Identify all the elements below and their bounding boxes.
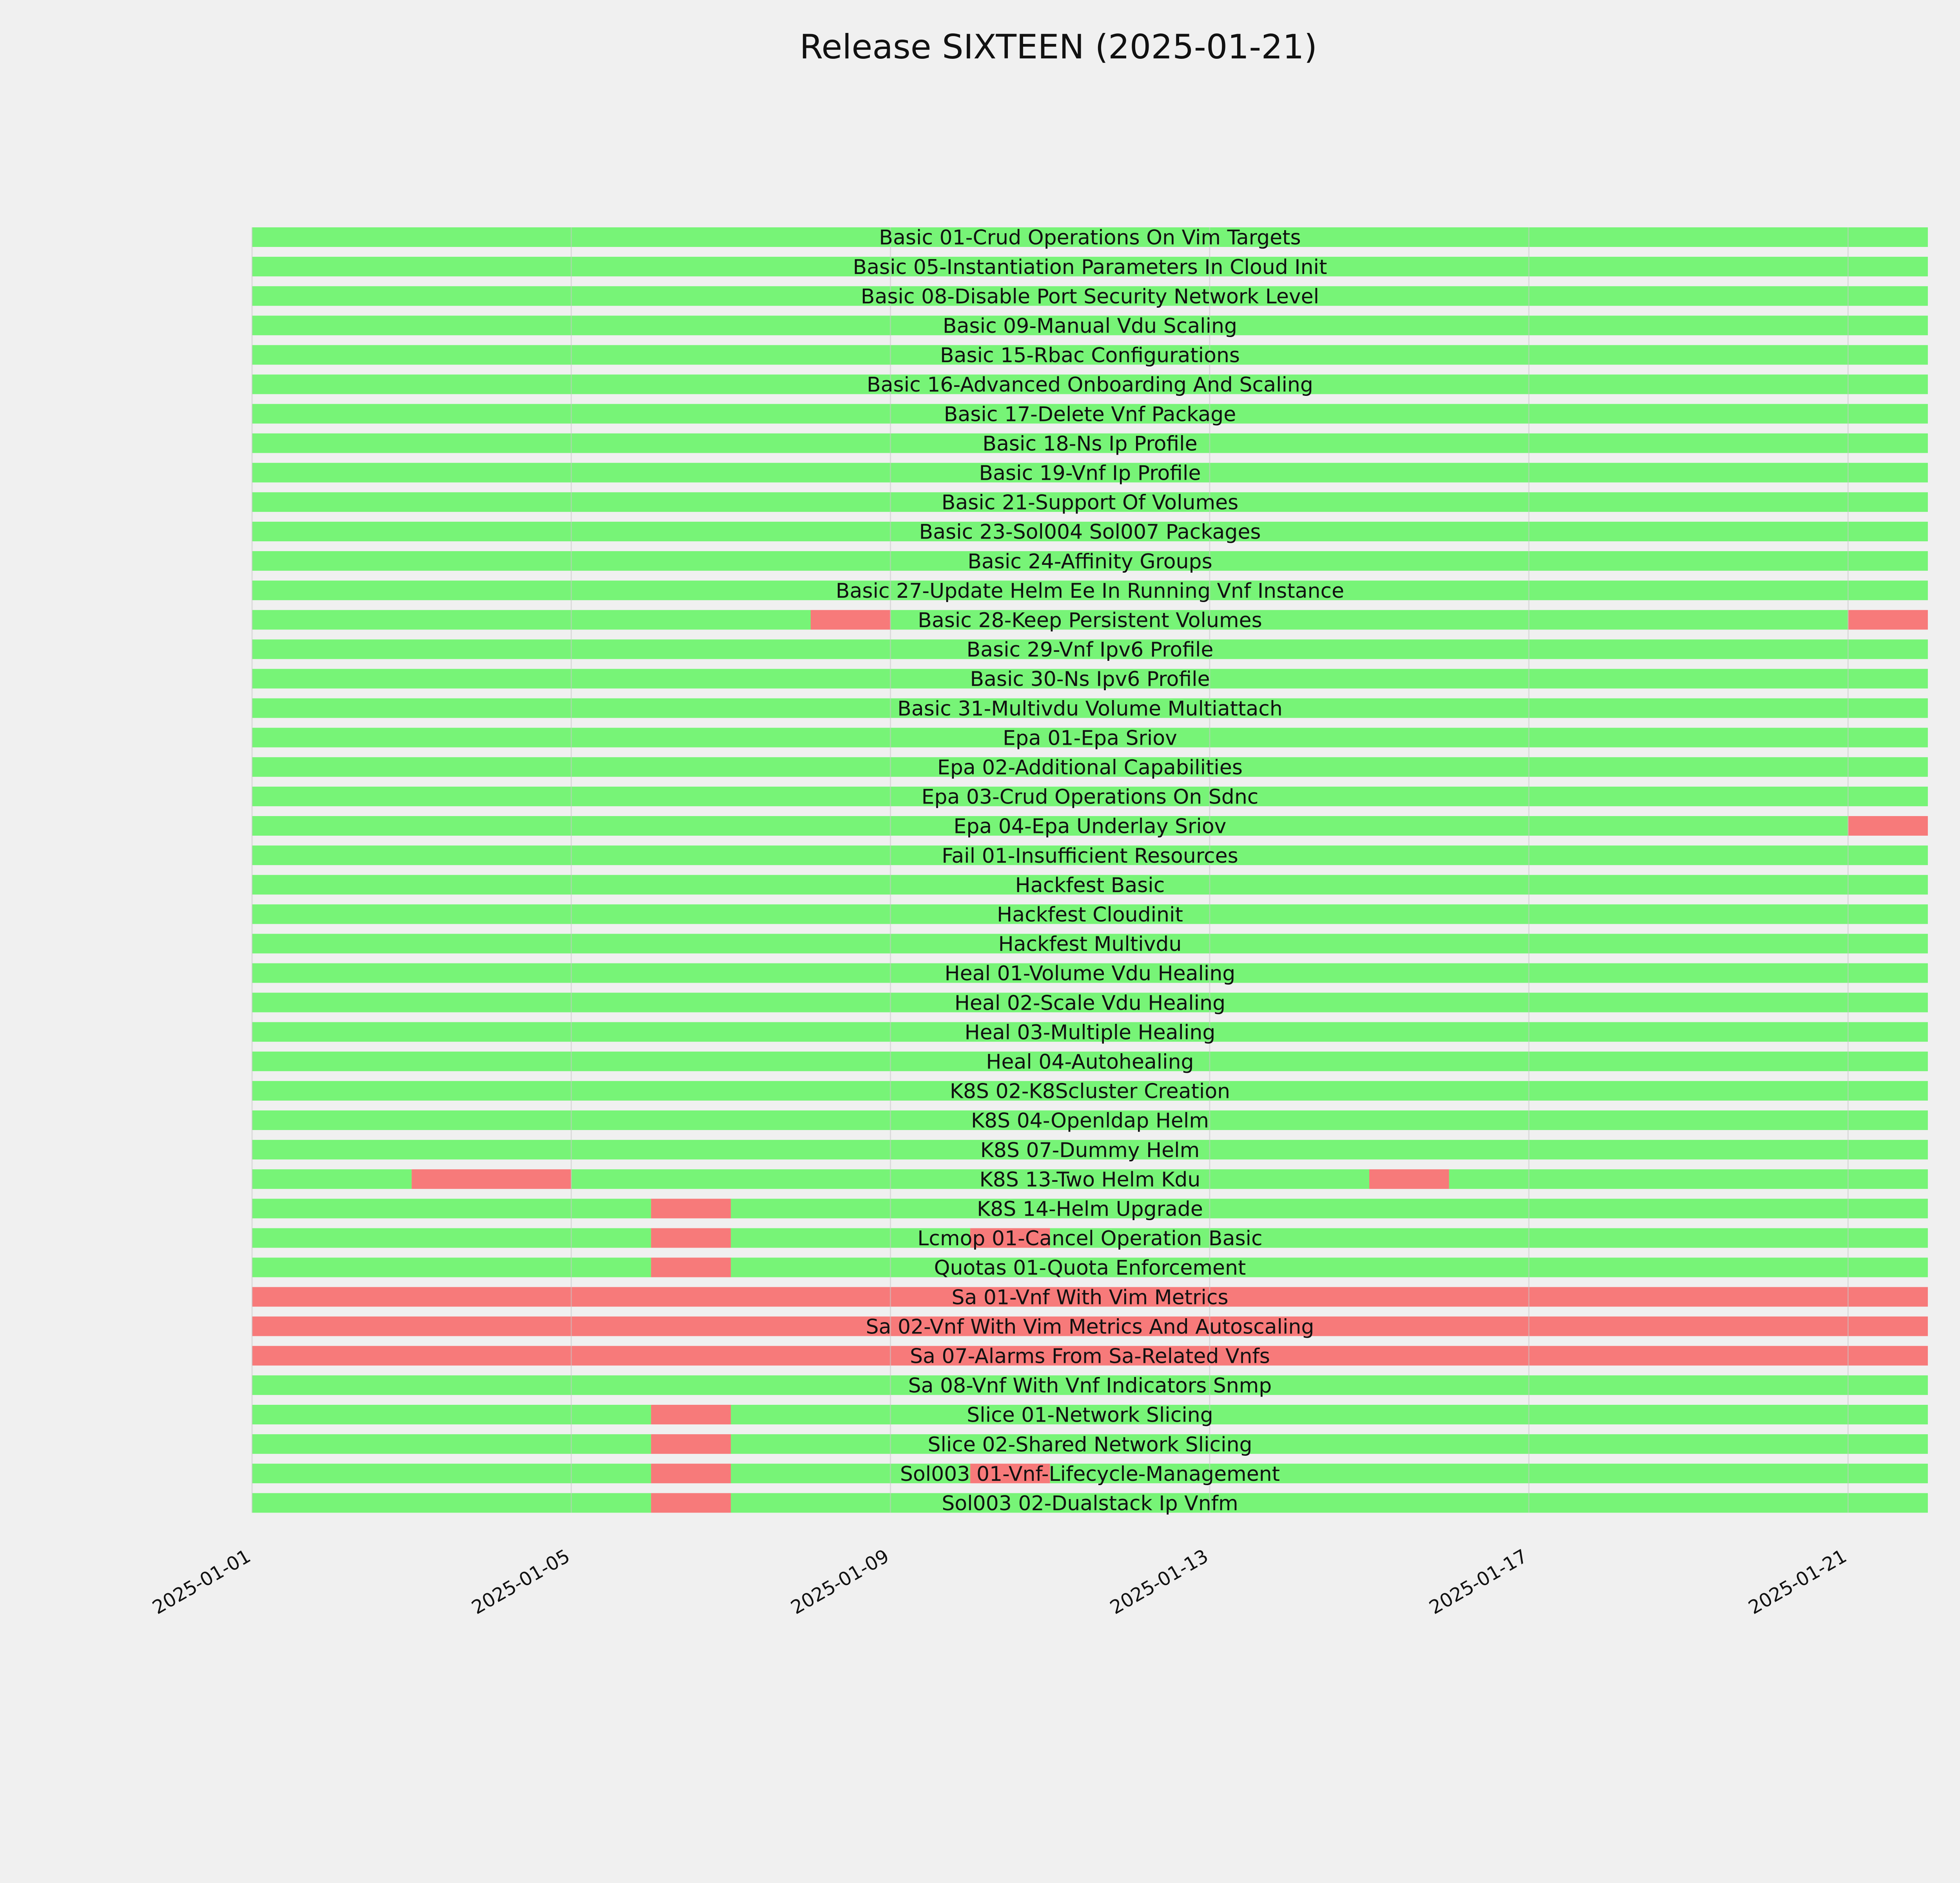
row-label: Epa 01-Epa Sriov	[1003, 726, 1177, 750]
row-label: Epa 04-Epa Underlay Sriov	[953, 815, 1227, 838]
bar-segment-pass	[731, 1492, 1928, 1516]
row-label: Basic 05-Instantiation Parameters In Cloud Init	[853, 255, 1327, 279]
row-label: Epa 03-Crud Operations On Sdnc	[921, 785, 1259, 809]
bar-segment-pass	[1449, 1169, 1928, 1189]
row-label: K8S 02-K8Scluster Creation	[949, 1079, 1230, 1103]
bar-segment-pass	[731, 1434, 1928, 1454]
row-label: Fail 01-Insufficient Resources	[942, 844, 1238, 868]
row-label: K8S 04-Openldap Helm	[971, 1109, 1209, 1133]
row-label: Sa 07-Alarms From Sa-Related Vnfs	[910, 1344, 1270, 1368]
bar-segment-pass	[252, 1258, 651, 1277]
row-label: Basic 29-Vnf Ipv6 Profile	[966, 638, 1214, 662]
row-label: Hackfest Multivdu	[998, 932, 1182, 956]
row-label: Basic 19-Vnf Ip Profile	[979, 461, 1201, 485]
row-label: Heal 01-Volume Vdu Healing	[944, 962, 1236, 986]
row-label: Basic 28-Keep Persistent Volumes	[918, 609, 1262, 633]
row-label: Sa 01-Vnf With Vim Metrics	[951, 1286, 1229, 1310]
x-tick-labels	[149, 1545, 1850, 1619]
row-label: Basic 23-Sol004 Sol007 Packages	[919, 520, 1261, 544]
bar-segment-pass	[731, 1258, 1928, 1277]
row-label: Sol003 01-Vnf-Lifecycle-Management	[900, 1462, 1280, 1486]
row-label: Basic 18-Ns Ip Profile	[982, 432, 1198, 456]
row-label: Hackfest Cloudinit	[997, 903, 1183, 927]
bar-segment-fail	[651, 1405, 731, 1424]
bar-segment-fail	[811, 610, 891, 629]
row-label: Basic 08-Disable Port Security Network Level	[860, 285, 1319, 308]
row-label: Basic 16-Advanced Onboarding And Scaling	[867, 373, 1313, 397]
bar-segment-fail	[651, 1258, 731, 1277]
bar-segment-pass	[252, 1199, 651, 1218]
bar-segment-pass	[571, 1169, 1369, 1189]
row-label: Basic 31-Multivdu Volume Multiattach	[897, 697, 1283, 721]
chart-title: Release SIXTEEN (2025-01-21)	[799, 27, 1318, 67]
row-label: Quotas 01-Quota Enforcement	[934, 1256, 1246, 1280]
row-label: Basic 30-Ns Ipv6 Profile	[970, 668, 1210, 691]
x-tick-label: 2025-01-05	[468, 1545, 574, 1619]
row-label: Sol003 02-Dualstack Ip Vnfm	[942, 1492, 1238, 1516]
row-label: Basic 27-Update Helm Ee In Running Vnf Instance	[835, 579, 1345, 603]
bar-segment-fail	[651, 1464, 731, 1483]
row-label: K8S 07-Dummy Helm	[980, 1138, 1200, 1162]
x-tick-label: 2025-01-13	[1106, 1545, 1212, 1619]
bar-segment-fail	[412, 1169, 571, 1189]
row-label: Heal 02-Scale Vdu Healing	[954, 991, 1226, 1015]
row-label: Heal 04-Autohealing	[986, 1050, 1194, 1074]
bar-segment-fail	[651, 1228, 731, 1248]
row-label: Basic 21-Support Of Volumes	[941, 491, 1239, 515]
row-label: Slice 02-Shared Network Slicing	[927, 1433, 1252, 1457]
bar-segment-pass	[252, 1464, 651, 1483]
row-label: Heal 03-Multiple Healing	[964, 1021, 1216, 1045]
x-tick-label: 2025-01-09	[787, 1545, 893, 1619]
bar-segment-fail	[651, 1493, 731, 1513]
bar-segment-pass	[252, 1169, 412, 1189]
bar-segment-pass	[731, 1405, 1928, 1424]
row-label: Basic 09-Manual Vdu Scaling	[942, 314, 1238, 338]
row-label: Epa 02-Additional Capabilities	[937, 756, 1243, 780]
row-label: K8S 13-Two Helm Kdu	[979, 1168, 1201, 1192]
bar-segment-pass	[252, 1434, 651, 1454]
row-label: Basic 17-Delete Vnf Package	[944, 403, 1236, 426]
bar-segment-fail	[651, 1199, 731, 1218]
bar-segment-fail	[1369, 1169, 1449, 1189]
bar-segment-pass	[252, 1493, 651, 1513]
row-label: Basic 15-Rbac Configurations	[940, 344, 1240, 368]
row-label: K8S 14-Helm Upgrade	[977, 1197, 1203, 1221]
bar-segment-pass	[731, 1199, 1928, 1218]
bar-segment-fail	[1848, 816, 1928, 836]
row-label: Sa 08-Vnf With Vnf Indicators Snmp	[908, 1374, 1272, 1398]
row-label: Lcmop 01-Cancel Operation Basic	[917, 1227, 1263, 1251]
x-tick-label: 2025-01-01	[149, 1545, 254, 1619]
row-label: Sa 02-Vnf With Vim Metrics And Autoscaling	[866, 1315, 1314, 1339]
bar-segment-fail	[1848, 610, 1928, 629]
bar-segment-pass	[252, 1405, 651, 1424]
bar-segment-pass	[252, 1228, 651, 1248]
row-label: Slice 01-Network Slicing	[967, 1403, 1213, 1427]
row-label: Basic 01-Crud Operations On Vim Targets	[879, 226, 1301, 250]
bar-segment-fail	[651, 1434, 731, 1454]
x-tick-label: 2025-01-17	[1425, 1545, 1532, 1619]
x-tick-label: 2025-01-21	[1744, 1545, 1851, 1619]
row-label: Hackfest Basic	[1015, 873, 1165, 897]
bar-segment-pass	[252, 610, 811, 629]
row-label: Basic 24-Affinity Groups	[967, 550, 1212, 573]
